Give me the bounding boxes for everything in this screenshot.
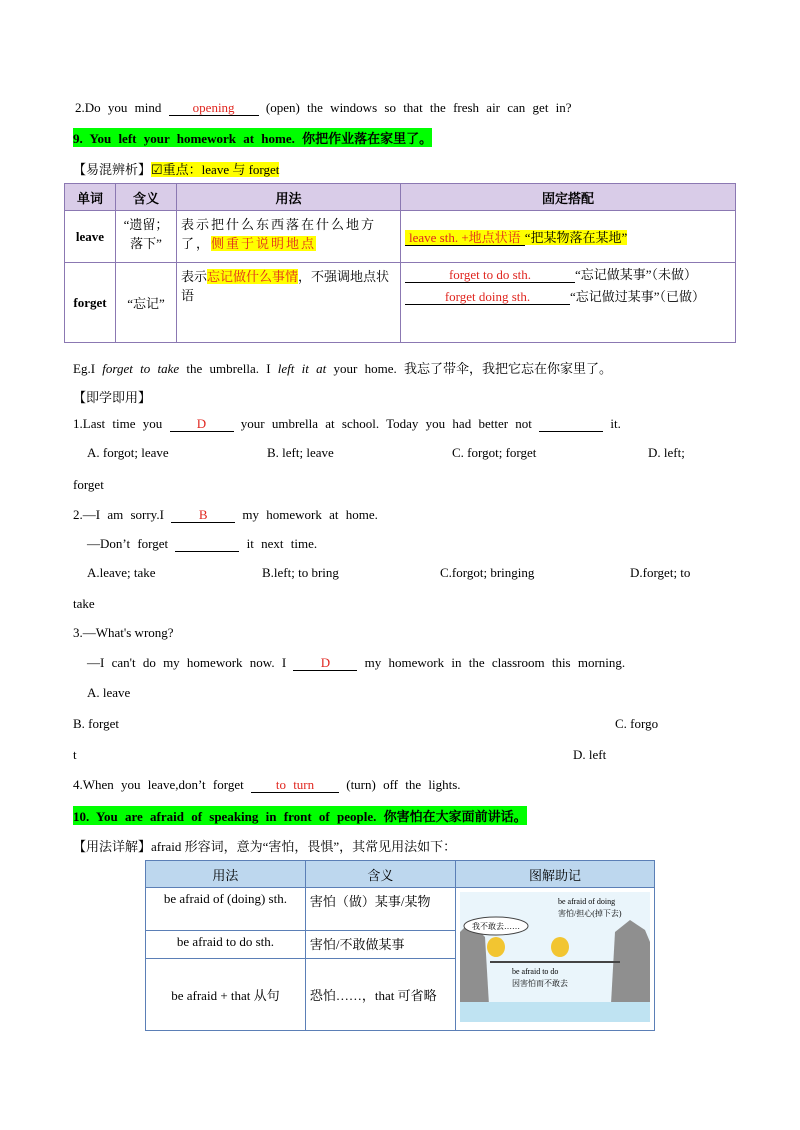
question-text: your umbrella at school. Today you had better not: [240, 416, 532, 431]
option-d: D.forget; to: [630, 565, 691, 580]
col-header: 用法: [146, 861, 306, 888]
bubble-text: 我不敢去……: [472, 922, 520, 931]
question-3-line2: [87, 655, 625, 671]
heading-10: 10. You are afraid of speaking in front of people. 你害怕在大家面前讲话。: [73, 806, 527, 825]
question-text: —I can't do my homework now. I: [87, 655, 287, 670]
fixed-cell: [401, 211, 736, 263]
cliff-illustration: [460, 892, 650, 1022]
eg-text: the umbrella. I: [186, 361, 271, 376]
pic-label: 害怕/担心(掉下去): [558, 909, 622, 918]
col-header: 固定搭配: [401, 184, 736, 211]
question-text: 2.—I am sorry.I: [73, 507, 164, 522]
question-text: my homework at home.: [242, 507, 378, 522]
option-d: D. left;: [648, 445, 685, 460]
answer-blank: to turn: [251, 778, 339, 793]
usage-text: afraid 形容词，意为“害怕，畏惧”，其常见用法如下：: [151, 839, 457, 854]
answer-blank: B: [171, 508, 235, 523]
option-b: B. left; leave: [267, 445, 334, 460]
answer-blank: D: [170, 417, 234, 432]
question-open-windows: [75, 100, 572, 116]
usage-highlight: 忘记做什么事情: [207, 269, 299, 284]
usage-cell: [177, 211, 401, 263]
fixed-phrase: forget to do sth.: [405, 268, 575, 283]
check-icon: ☑: [151, 162, 163, 177]
option-c: C. forgo: [615, 716, 659, 731]
usage-text: 表示把什么东西落在什么地方了，: [181, 217, 377, 251]
usage-cell: be afraid to do sth.: [146, 931, 306, 959]
answer-blank: D: [293, 656, 357, 671]
option-a: A.leave; take: [87, 565, 156, 580]
usage-cell: [177, 263, 401, 343]
question-text: —Don’t forget: [87, 536, 169, 551]
fixed-cell: [401, 263, 736, 343]
fixed-meaning: “忘记做过某事”（已做）: [570, 289, 706, 304]
col-header: 单词: [65, 184, 116, 211]
eg-italic: left it at: [277, 361, 327, 376]
col-header: 用法: [177, 184, 401, 211]
question-1: [73, 416, 621, 432]
option-b: B.left; to bring: [262, 565, 339, 580]
option-c: C. forgot; forget: [452, 445, 537, 460]
meaning-cell: 恐怕……，that 可省略: [305, 959, 455, 1031]
question-text: (turn) off the lights.: [346, 777, 461, 792]
eg-text: your home. 我忘了带伞，我把它忘在你家里了。: [333, 361, 612, 376]
meaning-cell: 害怕（做）某事/某物: [305, 888, 455, 931]
word-cell: forget: [65, 263, 116, 343]
question-text: (open) the windows so that the fresh air can get in?: [265, 100, 572, 115]
option-d: D. left: [573, 747, 607, 762]
heading-9: 9. You left your homework at home. 你把作业落在家里了。: [73, 128, 432, 147]
eg-italic: forget to take: [102, 361, 180, 376]
usage-cell: be afraid + that 从句: [146, 959, 306, 1031]
question-text: it next time.: [246, 536, 318, 551]
col-header: 图解助记: [456, 861, 655, 888]
question-2-line2: [87, 536, 317, 552]
eg-text: Eg.I: [73, 361, 96, 376]
question-text: 1.Last time you: [73, 416, 163, 431]
usage-highlight: 侧重于说明地点: [211, 236, 317, 251]
example-sentence: [73, 358, 612, 377]
answer-blank: opening: [169, 101, 259, 116]
word-cell: leave: [65, 211, 116, 263]
option-b: B. forget: [73, 716, 119, 731]
usage-title: [73, 836, 456, 855]
option-d-cont: take: [73, 596, 95, 611]
question-text: my homework in the classroom this morning.: [364, 655, 626, 670]
afraid-table: [145, 860, 655, 1031]
question-text: 4.When you leave,don’t forget: [73, 777, 244, 792]
section-bracket: 【用法详解】: [73, 839, 152, 854]
usage-text: 表示: [181, 269, 208, 284]
col-header: 含义: [305, 861, 455, 888]
pic-label: 因害怕而不敢去: [512, 979, 568, 988]
meaning-cell: “忘记”: [116, 263, 177, 343]
pic-label: be afraid to do: [512, 967, 559, 976]
option-c: C.forgot; bringing: [440, 565, 535, 580]
fixed-meaning: “忘记做某事”（未做）: [575, 267, 698, 282]
question-4: [73, 777, 461, 793]
usage-cell: be afraid of (doing) sth.: [146, 888, 306, 931]
meaning-cell: 害怕/不敢做某事: [305, 931, 455, 959]
picture-cell: [456, 888, 655, 1031]
option-d-cont: forget: [73, 477, 104, 492]
pic-label: be afraid of doing: [558, 897, 616, 906]
confuse-title: [73, 159, 279, 178]
fixed-phrase: forget doing sth.: [405, 290, 570, 305]
option-c-cont: t: [73, 747, 77, 762]
section-bracket: 【易混辨析】: [73, 162, 152, 177]
col-header: 含义: [116, 184, 177, 211]
focus-label: 重点：leave 与 forget: [162, 162, 280, 177]
practice-title: 【即学即用】: [73, 390, 152, 405]
option-a: A. forgot; leave: [87, 445, 169, 460]
fixed-meaning: “把某物落在某地”: [524, 230, 628, 245]
question-text: it.: [610, 416, 621, 431]
fixed-phrase: leave sth. +地点状语: [405, 231, 525, 246]
question-text: 2.Do you mind: [75, 100, 162, 115]
question-2: [73, 507, 378, 523]
option-a: A. leave: [87, 685, 131, 700]
empty-blank: [539, 417, 603, 432]
leave-forget-table: [64, 183, 736, 343]
empty-blank: [175, 537, 239, 552]
question-3: 3.—What's wrong?: [73, 625, 174, 640]
usage-text: ，不强调地点状语: [181, 269, 390, 303]
meaning-cell: “遗留；落下”: [116, 211, 177, 263]
